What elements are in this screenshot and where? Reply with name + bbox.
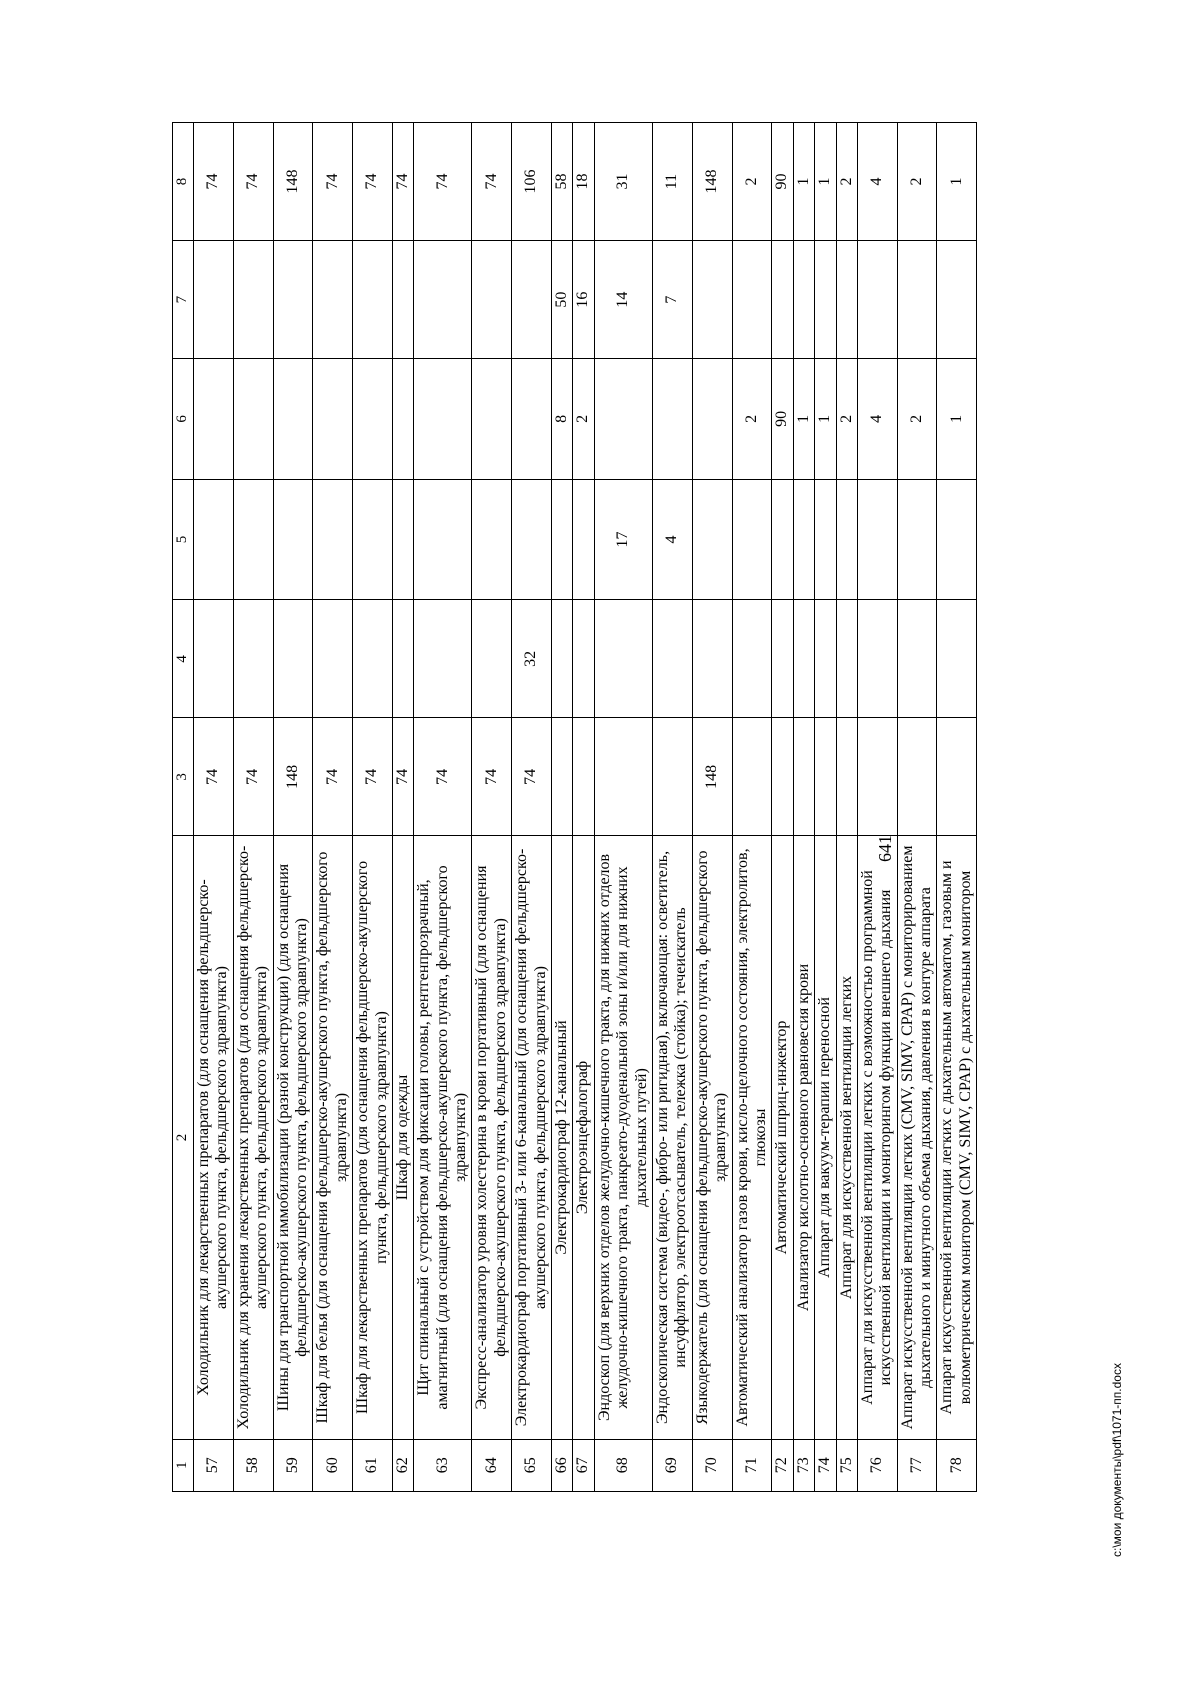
row-number-cell: 59 xyxy=(273,1439,313,1491)
row-number-cell: 74 xyxy=(815,1439,836,1491)
quantity-cell-col-8: 74 xyxy=(233,123,273,241)
row-number-cell: 61 xyxy=(353,1439,393,1491)
row-number-cell: 68 xyxy=(594,1439,652,1491)
table-row xyxy=(815,123,836,1492)
quantity-cell-col-4 xyxy=(353,600,393,718)
quantity-cell-col-8: 58 xyxy=(552,123,573,241)
table-row xyxy=(772,123,793,1492)
quantity-cell-col-4 xyxy=(594,600,652,718)
quantity-cell-col-6: 1 xyxy=(793,359,814,480)
table-row xyxy=(512,123,552,1492)
table-row xyxy=(552,123,573,1492)
table-row xyxy=(897,123,937,1492)
quantity-cell-col-3: 74 xyxy=(392,718,413,836)
item-name-cell: Шкаф для белья (для оснащения фельдшерско-акушерского пункта, фельдшерского здравпункта) xyxy=(313,836,353,1439)
quantity-cell-col-7: 7 xyxy=(652,241,692,359)
table-header-row xyxy=(173,123,194,1492)
item-name-cell: Щит спинальный с устройством для фиксации головы, рентгенпрозрачный, амагнитный (для оснащения фельдшерско-акушерского пункта, фельдшерского здравпункта) xyxy=(414,836,472,1439)
quantity-cell-col-5 xyxy=(836,479,857,600)
quantity-cell-col-5 xyxy=(233,479,273,600)
quantity-cell-col-6 xyxy=(414,359,472,480)
quantity-cell-col-8: 106 xyxy=(512,123,552,241)
quantity-cell-col-7 xyxy=(233,241,273,359)
quantity-cell-col-3 xyxy=(857,718,897,836)
row-number-cell: 72 xyxy=(772,1439,793,1491)
item-name-cell: Шкаф для лекарственных препаратов (для оснащения фельдшерско-акушерского пункта, фельдшерского здравпункта) xyxy=(353,836,393,1439)
quantity-cell-col-3: 74 xyxy=(194,718,234,836)
quantity-cell-col-6 xyxy=(353,359,393,480)
quantity-cell-col-3 xyxy=(732,718,772,836)
row-number-cell: 58 xyxy=(233,1439,273,1491)
row-number-cell: 73 xyxy=(793,1439,814,1491)
row-number-cell: 60 xyxy=(313,1439,353,1491)
quantity-cell-col-8: 2 xyxy=(732,123,772,241)
quantity-cell-col-5 xyxy=(194,479,234,600)
table-row xyxy=(472,123,512,1492)
table-row xyxy=(573,123,594,1492)
quantity-cell-col-3 xyxy=(772,718,793,836)
quantity-cell-col-4 xyxy=(392,600,413,718)
quantity-cell-col-3: 74 xyxy=(512,718,552,836)
header-cell-4: 4 xyxy=(173,600,194,718)
row-number-cell: 67 xyxy=(573,1439,594,1491)
item-name-cell: Электрокардиограф 12-канальный xyxy=(552,836,573,1439)
quantity-cell-col-3: 74 xyxy=(472,718,512,836)
quantity-cell-col-6 xyxy=(233,359,273,480)
quantity-cell-col-6 xyxy=(472,359,512,480)
header-cell-5: 5 xyxy=(173,479,194,600)
quantity-cell-col-5: 4 xyxy=(652,479,692,600)
quantity-cell-col-7 xyxy=(937,241,977,359)
table-row xyxy=(594,123,652,1492)
item-name-cell: Анализатор кислотно-основного равновесия крови xyxy=(793,836,814,1439)
quantity-cell-col-4 xyxy=(772,600,793,718)
quantity-cell-col-3 xyxy=(815,718,836,836)
header-cell-1: 1 xyxy=(173,1439,194,1491)
item-name-cell: Электроэнцефалограф xyxy=(573,836,594,1439)
quantity-cell-col-4 xyxy=(194,600,234,718)
item-name-cell: Аппарат для искусственной вентиляции легких xyxy=(836,836,857,1439)
item-name-cell: Автоматический шприц-инжектор xyxy=(772,836,793,1439)
quantity-cell-col-4 xyxy=(273,600,313,718)
quantity-cell-col-5 xyxy=(732,479,772,600)
quantity-cell-col-5 xyxy=(273,479,313,600)
row-number-cell: 63 xyxy=(414,1439,472,1491)
quantity-cell-col-8: 148 xyxy=(692,123,732,241)
quantity-cell-col-4 xyxy=(233,600,273,718)
item-name-cell: Шкаф для одежды xyxy=(392,836,413,1439)
item-name-cell: Аппарат для искусственной вентиляции легких с возможностью программной искусственной вентиляции и мониторингом функции внешнего дыхания xyxy=(857,836,897,1439)
item-name-cell: Аппарат искусственной вентиляции легких (CMV, SIMV, CPAP) с мониторированием дыхательного и минутного объема дыхания, давления в контуре аппарата xyxy=(897,836,937,1439)
quantity-cell-col-5 xyxy=(793,479,814,600)
quantity-cell-col-4 xyxy=(857,600,897,718)
table-row xyxy=(273,123,313,1492)
quantity-cell-col-7 xyxy=(512,241,552,359)
quantity-cell-col-5 xyxy=(472,479,512,600)
item-name-cell: Аппарат искусственной вентиляции легких с дыхательным автоматом, газовым и волюметрическим монитором (CMV, SIMV, CPAP) с дыхательным монитором xyxy=(937,836,977,1439)
table-row xyxy=(857,123,897,1492)
quantity-cell-col-4: 32 xyxy=(512,600,552,718)
quantity-cell-col-8: 2 xyxy=(836,123,857,241)
quantity-cell-col-6 xyxy=(273,359,313,480)
quantity-cell-col-5 xyxy=(573,479,594,600)
row-number-cell: 64 xyxy=(472,1439,512,1491)
row-number-cell: 65 xyxy=(512,1439,552,1491)
quantity-cell-col-7 xyxy=(313,241,353,359)
table-row xyxy=(732,123,772,1492)
quantity-cell-col-4 xyxy=(552,600,573,718)
quantity-cell-col-8: 1 xyxy=(793,123,814,241)
header-cell-3: 3 xyxy=(173,718,194,836)
quantity-cell-col-3 xyxy=(652,718,692,836)
quantity-cell-col-7 xyxy=(772,241,793,359)
row-number-cell: 70 xyxy=(692,1439,732,1491)
quantity-cell-col-7: 16 xyxy=(573,241,594,359)
quantity-cell-col-5 xyxy=(692,479,732,600)
table-row xyxy=(353,123,393,1492)
quantity-cell-col-5 xyxy=(772,479,793,600)
item-name-cell: Холодильник для хранения лекарственных препаратов (для оснащения фельдшерско-акушерского пункта, фельдшерского здравпункта) xyxy=(233,836,273,1439)
quantity-cell-col-4 xyxy=(652,600,692,718)
row-number-cell: 71 xyxy=(732,1439,772,1491)
item-name-cell: Автоматический анализатор газов крови, кисло-щелочного состояния, электролитов, глюкозы xyxy=(732,836,772,1439)
header-cell-8: 8 xyxy=(173,123,194,241)
quantity-cell-col-3: 74 xyxy=(313,718,353,836)
quantity-cell-col-6 xyxy=(194,359,234,480)
quantity-cell-col-6: 2 xyxy=(732,359,772,480)
quantity-cell-col-5 xyxy=(897,479,937,600)
quantity-cell-col-6: 1 xyxy=(937,359,977,480)
quantity-cell-col-8: 74 xyxy=(414,123,472,241)
quantity-cell-col-6 xyxy=(652,359,692,480)
quantity-cell-col-7 xyxy=(353,241,393,359)
quantity-cell-col-4 xyxy=(313,600,353,718)
item-name-cell: Аппарат для вакуум-терапии переносной xyxy=(815,836,836,1439)
quantity-cell-col-4 xyxy=(472,600,512,718)
quantity-cell-col-7 xyxy=(815,241,836,359)
quantity-cell-col-7 xyxy=(857,241,897,359)
row-number-cell: 78 xyxy=(937,1439,977,1491)
item-name-cell: Шины для транспортной иммобилизации (разной конструкции) (для оснащения фельдшерско-акушерского пункта, фельдшерского здравпункта) xyxy=(273,836,313,1439)
quantity-cell-col-6 xyxy=(692,359,732,480)
row-number-cell: 69 xyxy=(652,1439,692,1491)
quantity-cell-col-3: 148 xyxy=(273,718,313,836)
table-row xyxy=(836,123,857,1492)
quantity-cell-col-5: 17 xyxy=(594,479,652,600)
table-row xyxy=(194,123,234,1492)
item-name-cell: Холодильник для лекарственных препаратов (для оснащения фельдшерско-акушерского пункта, фельдшерского здравпункта) xyxy=(194,836,234,1439)
quantity-cell-col-6: 2 xyxy=(897,359,937,480)
header-cell-6: 6 xyxy=(173,359,194,480)
quantity-cell-col-8: 4 xyxy=(857,123,897,241)
item-name-cell: Электрокардиограф портативный 3- или 6-канальный (для оснащения фельдшерско-акушерского пункта, фельдшерского здравпункта) xyxy=(512,836,552,1439)
table-row xyxy=(692,123,732,1492)
quantity-cell-col-5 xyxy=(937,479,977,600)
table-row xyxy=(233,123,273,1492)
quantity-cell-col-8: 74 xyxy=(313,123,353,241)
quantity-cell-col-3: 74 xyxy=(353,718,393,836)
quantity-cell-col-4 xyxy=(692,600,732,718)
quantity-cell-col-7 xyxy=(273,241,313,359)
quantity-cell-col-3 xyxy=(793,718,814,836)
quantity-cell-col-8: 18 xyxy=(573,123,594,241)
table-row xyxy=(652,123,692,1492)
quantity-cell-col-5 xyxy=(313,479,353,600)
quantity-cell-col-5 xyxy=(414,479,472,600)
item-name-cell: Экспресс-анализатор уровня холестерина в крови портативный (для оснащения фельдшерско-акушерского пункта, фельдшерского здравпункта) xyxy=(472,836,512,1439)
quantity-cell-col-6 xyxy=(512,359,552,480)
quantity-cell-col-4 xyxy=(732,600,772,718)
quantity-cell-col-6: 2 xyxy=(573,359,594,480)
quantity-cell-col-8: 31 xyxy=(594,123,652,241)
quantity-cell-col-8: 90 xyxy=(772,123,793,241)
quantity-cell-col-3 xyxy=(836,718,857,836)
quantity-cell-col-7 xyxy=(897,241,937,359)
quantity-cell-col-7 xyxy=(194,241,234,359)
item-name-cell: Эндоскоп (для верхних отделов желудочно-кишечного тракта, для нижних отделов желудочно-кишечного тракта, панкреато-дуоденальной зоны и/или для нижних дыхательных путей) xyxy=(594,836,652,1439)
quantity-cell-col-3 xyxy=(594,718,652,836)
quantity-cell-col-8: 74 xyxy=(392,123,413,241)
quantity-cell-col-7: 50 xyxy=(552,241,573,359)
quantity-cell-col-6: 8 xyxy=(552,359,573,480)
quantity-cell-col-5 xyxy=(512,479,552,600)
table-row xyxy=(414,123,472,1492)
header-cell-7: 7 xyxy=(173,241,194,359)
quantity-cell-col-6: 90 xyxy=(772,359,793,480)
quantity-cell-col-7 xyxy=(472,241,512,359)
quantity-cell-col-7 xyxy=(392,241,413,359)
quantity-cell-col-5 xyxy=(392,479,413,600)
quantity-cell-col-5 xyxy=(353,479,393,600)
page-number: 641 xyxy=(875,835,895,862)
item-name-cell: Языкодержатель (для оснащения фельдшерско-акушерского пункта, фельдшерского здравпункта) xyxy=(692,836,732,1439)
quantity-cell-col-6: 1 xyxy=(815,359,836,480)
header-cell-2: 2 xyxy=(173,836,194,1439)
quantity-cell-col-8: 1 xyxy=(937,123,977,241)
quantity-cell-col-8: 11 xyxy=(652,123,692,241)
quantity-cell-col-7: 14 xyxy=(594,241,652,359)
quantity-cell-col-5 xyxy=(552,479,573,600)
quantity-cell-col-8: 1 xyxy=(815,123,836,241)
quantity-cell-col-8: 74 xyxy=(472,123,512,241)
quantity-cell-col-3: 74 xyxy=(233,718,273,836)
quantity-cell-col-3 xyxy=(897,718,937,836)
table-row xyxy=(793,123,814,1492)
quantity-cell-col-4 xyxy=(793,600,814,718)
quantity-cell-col-8: 2 xyxy=(897,123,937,241)
quantity-cell-col-7 xyxy=(692,241,732,359)
quantity-cell-col-4 xyxy=(414,600,472,718)
table-body xyxy=(173,123,977,1492)
quantity-cell-col-6: 2 xyxy=(836,359,857,480)
row-number-cell: 62 xyxy=(392,1439,413,1491)
row-number-cell: 57 xyxy=(194,1439,234,1491)
quantity-cell-col-6 xyxy=(392,359,413,480)
quantity-cell-col-4 xyxy=(815,600,836,718)
quantity-cell-col-4 xyxy=(897,600,937,718)
quantity-cell-col-4 xyxy=(573,600,594,718)
quantity-cell-col-4 xyxy=(836,600,857,718)
quantity-cell-col-3 xyxy=(573,718,594,836)
quantity-cell-col-3 xyxy=(937,718,977,836)
row-number-cell: 66 xyxy=(552,1439,573,1491)
quantity-cell-col-7 xyxy=(732,241,772,359)
quantity-cell-col-7 xyxy=(793,241,814,359)
quantity-cell-col-7 xyxy=(414,241,472,359)
row-number-cell: 76 xyxy=(857,1439,897,1491)
table-row xyxy=(937,123,977,1492)
row-number-cell: 77 xyxy=(897,1439,937,1491)
quantity-cell-col-4 xyxy=(937,600,977,718)
quantity-cell-col-5 xyxy=(857,479,897,600)
quantity-cell-col-7 xyxy=(836,241,857,359)
quantity-cell-col-8: 148 xyxy=(273,123,313,241)
footer-file-path: c:\мои документы\pdf\1071-пп.docx xyxy=(1110,1363,1124,1557)
item-name-cell: Эндоскопическая система (видео-, фибро- или ригидная), включающая: осветитель, инсуффлятор, электроотсасыватель, тележка (стойка); течеискатель xyxy=(652,836,692,1439)
quantity-cell-col-6 xyxy=(313,359,353,480)
quantity-cell-col-6 xyxy=(594,359,652,480)
quantity-cell-col-3: 148 xyxy=(692,718,732,836)
quantity-cell-col-6: 4 xyxy=(857,359,897,480)
quantity-cell-col-3 xyxy=(552,718,573,836)
quantity-cell-col-8: 74 xyxy=(194,123,234,241)
equipment-table xyxy=(172,122,977,1492)
quantity-cell-col-8: 74 xyxy=(353,123,393,241)
table-row xyxy=(392,123,413,1492)
table-row xyxy=(313,123,353,1492)
quantity-cell-col-5 xyxy=(815,479,836,600)
row-number-cell: 75 xyxy=(836,1439,857,1491)
quantity-cell-col-3: 74 xyxy=(414,718,472,836)
